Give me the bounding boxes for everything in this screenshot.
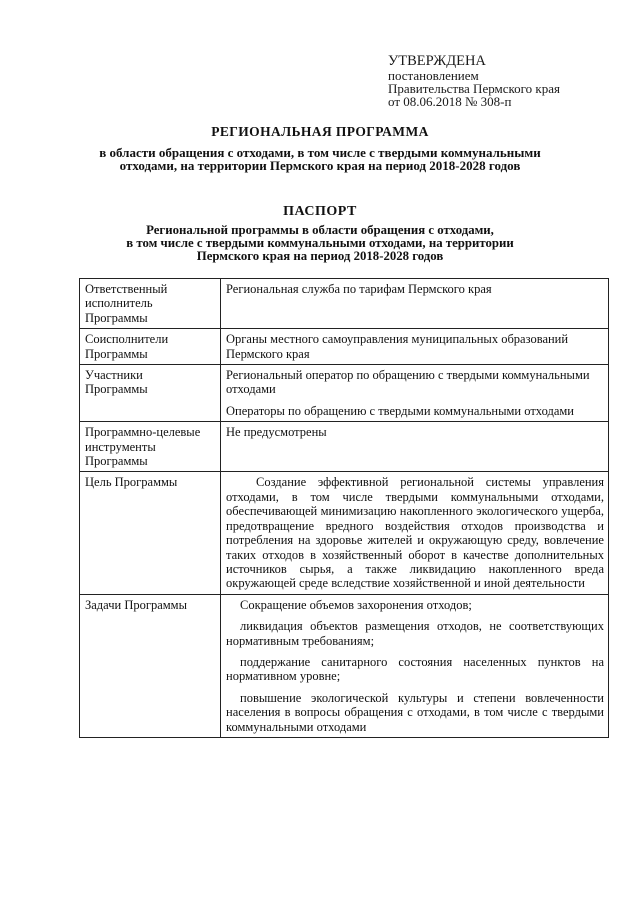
row-value [221, 594, 609, 737]
table-row [80, 472, 609, 594]
row-label [80, 279, 221, 329]
label-line: Задачи Программы [85, 597, 187, 612]
label-line: Ответственный [85, 282, 168, 296]
label-line: Программно-целевые [85, 425, 201, 440]
value-text: Региональная служба по тарифам Пермского края [226, 282, 492, 296]
value-text: Органы местного самоуправления муниципальных образований Пермского края [226, 332, 569, 361]
row-value [221, 279, 609, 329]
table-row [80, 279, 609, 329]
approval-stamp [388, 54, 560, 108]
passport-title: ПАСПОРТ [283, 204, 357, 219]
row-label [80, 422, 221, 472]
label-line: инструменты [85, 439, 156, 454]
task-item: ликвидация объектов размещения отходов, не соответствующих нормативным требованиям; [226, 619, 604, 648]
passport-subtitle-line: в том числе с твердыми коммунальными отходами, на территории [126, 236, 514, 250]
table-row [80, 594, 609, 737]
passport-subtitle [0, 224, 640, 263]
approval-line: от 08.06.2018 № 308-п [388, 94, 512, 109]
label-line: Программы [85, 454, 148, 469]
program-subtitle-line: отходами, на территории Пермского края на период 2018-2028 годов [119, 158, 521, 173]
value-text: Операторы по обращению с твердыми коммунальными отходами [226, 403, 574, 418]
label-line: исполнитель [85, 296, 153, 311]
value-text: Региональный оператор по обращению с твердыми коммунальными отходами [226, 368, 590, 397]
table-row [80, 422, 609, 472]
approval-heading: УТВЕРЖДЕНА [388, 53, 486, 69]
row-value [221, 365, 609, 422]
row-value [221, 422, 609, 472]
label-line: Программы [85, 310, 148, 325]
program-subtitle [0, 146, 640, 172]
row-label [80, 365, 221, 422]
label-line: Цель Программы [85, 475, 178, 490]
task-item: Сокращение объемов захоронения отходов; [240, 597, 472, 612]
label-line: Участники [85, 368, 143, 383]
approval-line: Правительства Пермского края [388, 81, 560, 96]
task-item: поддержание санитарного состояния населенных пунктов на нормативном уровне; [226, 654, 604, 684]
row-label [80, 472, 221, 594]
task-item: повышение экологической культуры и степени вовлеченности населения в вопросы обращения с отходами, в том числе с твердыми коммунальными отходами [226, 690, 604, 734]
row-value [221, 472, 609, 594]
program-subtitle-line: в области обращения с отходами, в том числе с твердыми коммунальными [99, 145, 541, 160]
passport-table [79, 278, 609, 738]
approval-line: постановлением [388, 68, 479, 83]
program-title: РЕГИОНАЛЬНАЯ ПРОГРАММА [211, 124, 429, 139]
passport-subtitle-line: Пермского края на период 2018-2028 годов [196, 249, 444, 263]
row-value [221, 329, 609, 365]
label-line: Соисполнители [85, 332, 169, 347]
label-line: Программы [85, 382, 148, 397]
label-line: Программы [85, 346, 148, 361]
row-label [80, 594, 221, 737]
goal-text: Создание эффективной региональной системы управления отходами, в том числе твердыми коммунальными отходами, обеспечивающей минимизацию накопленного экологического ущерба, предотвращение вредного воздействия отходов производства и потребления на здоровье жителей и окружающую среду, вовлечение таких отходов в хозяйственный оборот в качестве дополнительных источников сырья, а также ликвидацию накопленного вреда окружающей среде вследствие хозяйственной и иной деятельности [226, 475, 604, 591]
row-label [80, 329, 221, 365]
passport-subtitle-line: Региональной программы в области обращения с отходами, [146, 223, 494, 237]
value-text: Не предусмотрены [226, 425, 327, 440]
table-row [80, 365, 609, 422]
table-row [80, 329, 609, 365]
